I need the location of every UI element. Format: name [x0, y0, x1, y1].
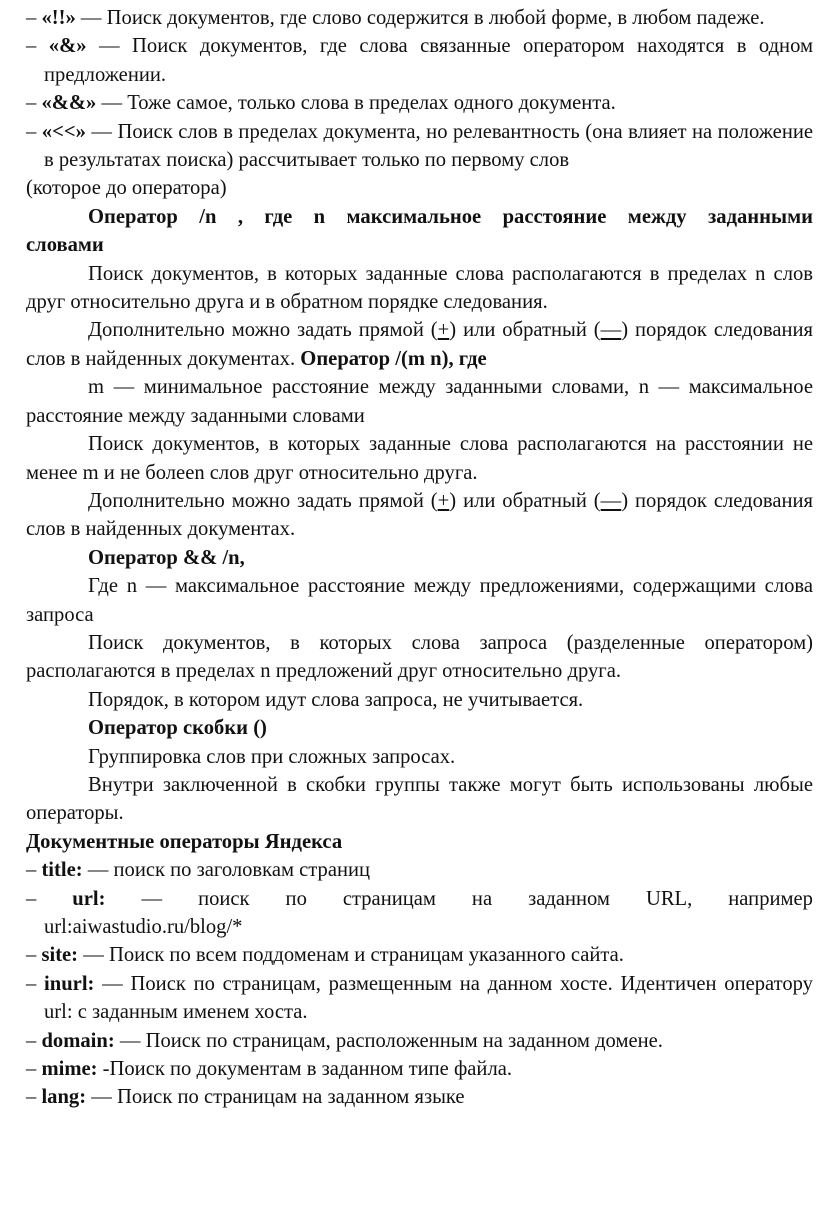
doc-op-domain: – domain: — Поиск по страницам, расположенным на заданном домене. [26, 1029, 663, 1052]
list-tail-text: (которое до оператора) [26, 177, 227, 200]
doc-op-site: – site: — Поиск по всем поддоменам и страницам указанного сайта. [26, 944, 624, 967]
plus-sign: + [437, 319, 450, 342]
heading-operator-brackets: Оператор скобки () [88, 717, 267, 740]
operator-term: «&» [48, 35, 87, 58]
paragraph: Поиск документов, в которых заданные слова располагаются в пределах n слов друг относительно друга и в обратном порядке следования. [26, 262, 813, 314]
heading-operator-amp-n: Оператор && /n, [88, 546, 245, 569]
doc-op-url: – url: — поиск по страницам на заданном URL, например url:aiwastudio.ru/blog/* [26, 887, 813, 938]
operator-desc: Поиск документов, где слова связанные оператором находятся в одном предложении. [44, 35, 814, 86]
list-item-relevance-first-word: – «<<» — Поиск слов в пределах документа, но релевантность (она влияет на положение в результатах поиска) рассчитывает только по первому слов [26, 120, 814, 172]
minus-sign: — [600, 489, 622, 512]
list-item-word-forms: – «!!» — Поиск документов, где слово содержится в любой форме, в любом падеже. [26, 7, 765, 29]
paragraph: Внутри заключенной в скобки группы также могут быть использованы любые операторы. [26, 773, 813, 825]
doc-op-title: – title: — поиск по заголовкам страниц [26, 859, 371, 882]
paragraph: Дополнительно можно задать прямой (+) или обратный (—) порядок следования слов в найденных документах. [26, 489, 813, 541]
heading-document-operators: Документные операторы Яндекса [26, 830, 343, 853]
doc-op-mime: – mime: -Поиск по документам в заданном типе файла. [26, 1058, 513, 1081]
operator-term: «&&» [41, 92, 97, 115]
paragraph: Дополнительно можно задать прямой (+) или обратный (—) порядок следования слов в найденных документах. Оператор /(m n), где [26, 319, 813, 370]
operator-desc: Поиск слов в пределах документа, но релевантность (она влияет на положение в результатах поиска) рассчитывает только по первому слов [44, 120, 814, 172]
paragraph: Поиск документов, в которых слова запроса (разделенные оператором) располагаются в пределах n предложений друг относительно друга. [26, 631, 813, 683]
paragraph: Поиск документов, в которых заданные слова располагаются на расстоянии не менее m и не болееn слов друг относительно друга. [26, 433, 813, 484]
operator-term: «<<» [41, 120, 86, 143]
minus-sign: — [600, 319, 622, 342]
heading-operator-n: Оператор /n , где n максимальное расстояние между заданными словами [26, 205, 813, 257]
paragraph: Где n — максимальное расстояние между предложениями, содержащими слова запроса [26, 575, 813, 626]
list-item-same-document: – «&&» — Тоже самое, только слова в пределах одного документа. [26, 92, 616, 115]
paragraph: Порядок, в котором идут слова запроса, не учитывается. [88, 688, 584, 711]
doc-op-lang: – lang: — Поиск по страницам на заданном языке [26, 1086, 465, 1109]
heading-operator-mn: Оператор /(m n), где [300, 347, 487, 370]
definition-m-n: m — минимальное расстояние между заданными словами, n — максимальное расстояние между заданными словами [26, 376, 813, 427]
plus-sign: + [437, 489, 450, 512]
list-item-same-sentence: – «&» — Поиск документов, где слова связанные оператором находятся в одном предложении. [26, 35, 814, 86]
doc-op-inurl: – inurl: — Поиск по страницам, размещенным на данном хосте. Идентичен оператору url: с заданным именем хоста. [26, 972, 813, 1024]
operator-desc: Тоже самое, только слова в пределах одного документа. [127, 92, 616, 115]
operator-desc: Поиск документов, где слово содержится в любой форме, в любом падеже. [106, 7, 765, 29]
paragraph: Группировка слов при сложных запросах. [88, 745, 456, 768]
operator-term: «!!» [41, 7, 76, 29]
